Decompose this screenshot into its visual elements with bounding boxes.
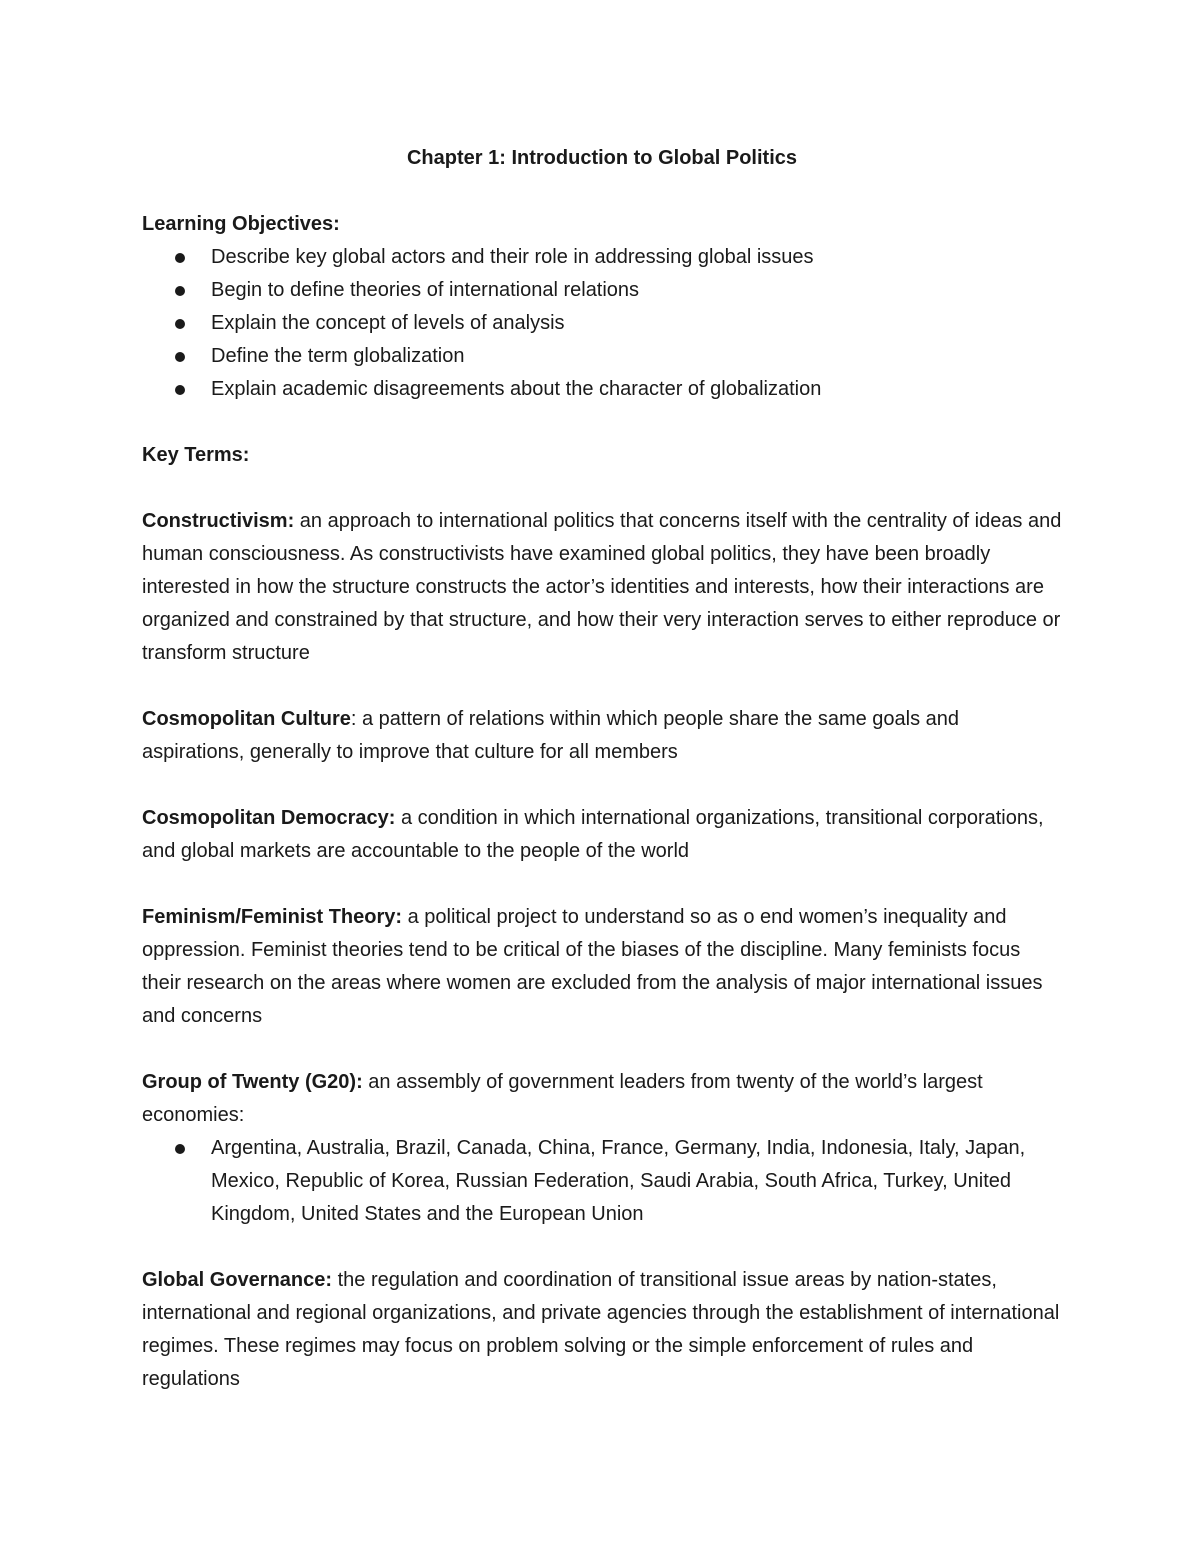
term-definition: the regulation and coordination of transitional issue areas by nation-states, international and regional organizations, and private agencies through the establishment of international regimes. These regimes may focus on problem solving or the simple enforcement of rules and regulations <box>142 1269 1060 1390</box>
spacer <box>142 175 1062 208</box>
list-item <box>142 373 1062 406</box>
list-item-text: Explain academic disagreements about the character of globalization <box>211 378 822 400</box>
bullet-icon <box>175 253 185 263</box>
list-item <box>142 274 1062 307</box>
document-page <box>142 142 1062 1396</box>
g20-members-list <box>142 1132 1062 1231</box>
spacer <box>142 1231 1062 1264</box>
term-definition: an assembly of government leaders from twenty of the world’s largest economies: <box>142 1071 983 1126</box>
spacer <box>142 769 1062 802</box>
list-item-text: Define the term globalization <box>211 345 465 367</box>
key-terms-heading: Key Terms: <box>142 444 250 466</box>
list-item-text: Argentina, Australia, Brazil, Canada, China, France, Germany, India, Indonesia, Italy, Japan, Mexico, Republic of Korea, Russian Federation, Saudi Arabia, South Africa, Turkey, United Kingdom, United States and the European Union <box>211 1137 1026 1225</box>
term-definition: : a pattern of relations within which people share the same goals and aspirations, generally to improve that culture for all members <box>142 708 960 763</box>
term-feminism <box>142 901 1062 1033</box>
term-definition: an approach to international politics that concerns itself with the centrality of ideas and human consciousness. As constructivists have examined global politics, they have been broadly interested in how the structure constructs the actor’s identities and interests, how their interactions are organized and constrained by that structure, and how their very interaction serves to either reproduce or transform structure <box>142 510 1062 664</box>
objectives-list <box>142 241 1062 406</box>
term-name: Group of Twenty (G20): <box>142 1071 363 1093</box>
list-item <box>142 340 1062 373</box>
term-definition: a condition in which international organizations, transitional corporations, and global markets are accountable to the people of the world <box>142 807 1044 862</box>
list-item-text: Describe key global actors and their role in addressing global issues <box>211 246 814 268</box>
spacer <box>142 472 1062 505</box>
list-item <box>142 307 1062 340</box>
bullet-icon <box>175 352 185 362</box>
term-name: Global Governance: <box>142 1269 333 1291</box>
objectives-heading: Learning Objectives: <box>142 213 340 235</box>
bullet-icon <box>175 286 185 296</box>
spacer <box>142 406 1062 439</box>
list-item-text: Explain the concept of levels of analysis <box>211 312 565 334</box>
term-name: Constructivism: <box>142 510 295 532</box>
term-cosmopolitan-culture <box>142 703 1062 769</box>
term-constructivism <box>142 505 1062 670</box>
term-name: Cosmopolitan Democracy: <box>142 807 396 829</box>
bullet-icon <box>175 1144 185 1154</box>
list-item-text: Begin to define theories of international relations <box>211 279 640 301</box>
spacer <box>142 868 1062 901</box>
bullet-icon <box>175 385 185 395</box>
spacer <box>142 670 1062 703</box>
list-item <box>142 1132 1062 1231</box>
term-name: Cosmopolitan Culture <box>142 708 351 730</box>
bullet-icon <box>175 319 185 329</box>
list-item <box>142 241 1062 274</box>
term-g20 <box>142 1066 1062 1132</box>
term-global-governance <box>142 1264 1062 1396</box>
term-name: Feminism/Feminist Theory: <box>142 906 403 928</box>
term-definition: a political project to understand so as o end women’s inequality and oppression. Feminist theories tend to be critical of the biases of the discipline. Many feminists focus their research on the areas where women are excluded from the analysis of major international issues and concerns <box>142 906 1043 1027</box>
page-title: Chapter 1: Introduction to Global Politics <box>406 147 797 169</box>
term-cosmopolitan-democracy <box>142 802 1062 868</box>
spacer <box>142 1033 1062 1066</box>
